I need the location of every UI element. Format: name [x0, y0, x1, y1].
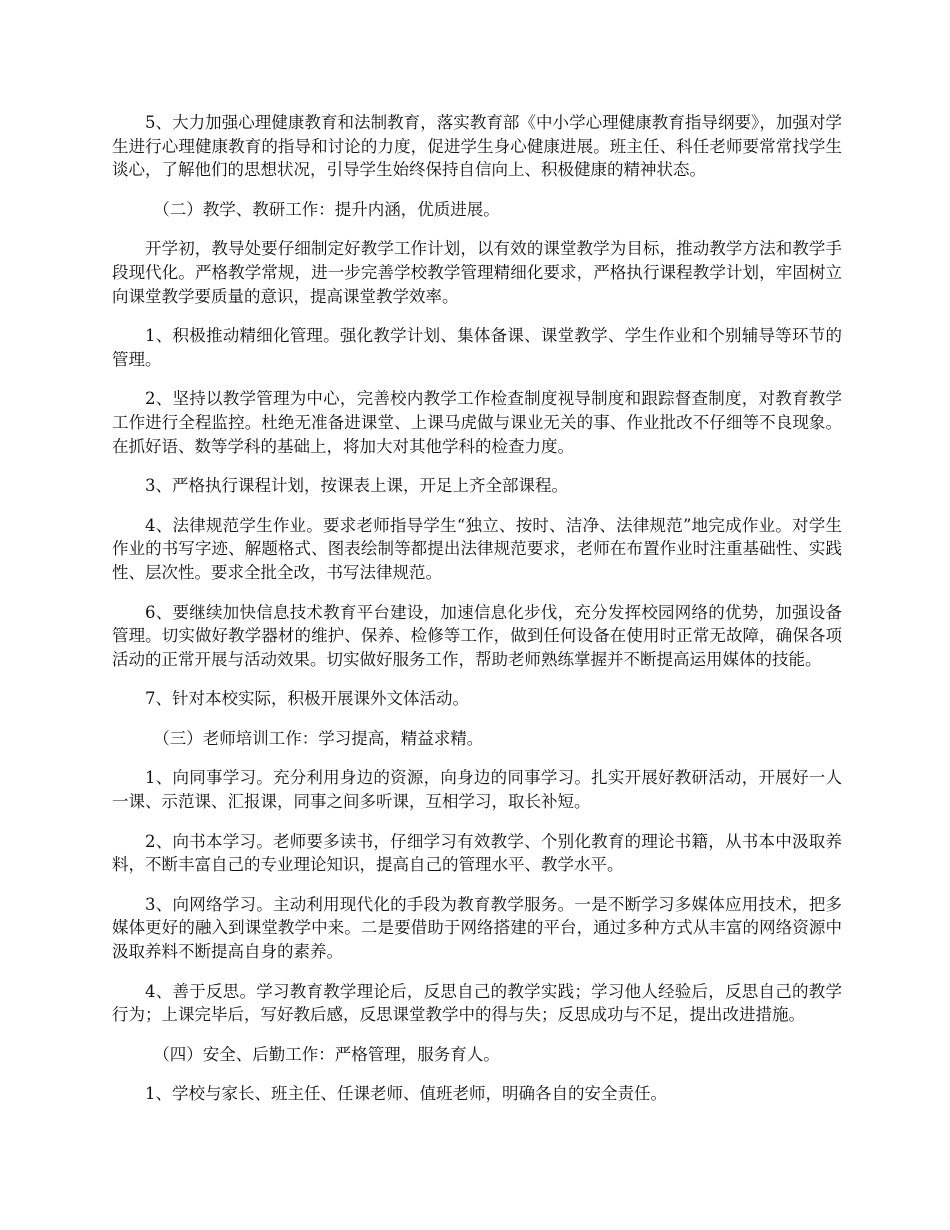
- paragraph-teaching-plan: 开学初，教导处要仔细制定好教学工作计划，以有效的课堂教学为目标，推动教学方法和教学手段现代化。严格教学常规，进一步完善学校教学管理精细化要求，严格执行课程教学计划，牢固树立向课堂教学要质量的意识，提高课堂教学效率。: [112, 239, 842, 306]
- paragraph-reflection: 4、善于反思。学习教育教学理论后，反思自己的教学实践；学习他人经验后，反思自己的教学行为；上课完毕后，写好教后感，反思课堂教学中的得与失；反思成功与不足，提出改进措施。: [112, 981, 842, 1025]
- paragraph-learn-colleagues: 1、向同事学习。充分利用身边的资源，向身边的同事学习。扎实开展好教研活动，开展好一人一课、示范课、汇报课，同事之间多听课，互相学习，取长补短。: [112, 768, 842, 812]
- document-body: [112, 111, 842, 1122]
- paragraph-learn-books: 2、向书本学习。老师要多读书，仔细学习有效教学、个别化教育的理论书籍，从书本中汲取养料，不断丰富自己的专业理论知识，提高自己的管理水平、教学水平。: [112, 831, 842, 875]
- paragraph-safety-duty: 1、学校与家长、班主任、任课老师、值班老师，明确各自的安全责任。: [145, 1084, 667, 1104]
- paragraph-item-5-psychology: 5、大力加强心理健康教育和法制教育，落实教育部《中小学心理健康教育指导纲要》，加强对学生进行心理健康教育的指导和讨论的力度，促进学生身心健康进展。班主任、科任老师要常常找学生谈心，了解他们的思想状况，引导学生始终保持自信向上、积极健康的精神状态。: [112, 113, 842, 180]
- paragraph-item-3-curriculum: 3、严格执行课程计划，按课表上课，开足上齐全部课程。: [145, 476, 568, 496]
- section-heading-teaching: （二）教学、教研工作：提升内涵，优质进展。: [153, 199, 500, 219]
- paragraph-item-4-homework: 4、法律规范学生作业。要求老师指导学生“独立、按时、洁净、法律规范”地完成作业。对学生作业的书写字迹、解题格式、图表绘制等都提出法律规范要求，老师在布置作业时注重基础性、实践性、层次性。要求全批全改，书写法律规范。: [112, 515, 842, 582]
- paragraph-item-2-inspection: 2、坚持以教学管理为中心，完善校内教学工作检查制度视导制度和跟踪督查制度，对教育教学工作进行全程监控。杜绝无准备进课堂、上课马虎做与课业无关的事、作业批改不仔细等不良现象。在抓好语、数等学科的基础上，将加大对其他学科的检查力度。: [112, 389, 842, 456]
- section-heading-safety: （四）安全、后勤工作：严格管理，服务育人。: [153, 1044, 500, 1064]
- paragraph-item-1-management: 1、积极推动精细化管理。强化教学计划、集体备课、课堂教学、学生作业和个别辅导等环节的管理。: [112, 326, 842, 369]
- section-heading-training: （三）老师培训工作：学习提高，精益求精。: [153, 728, 484, 748]
- paragraph-item-6-it: 6、要继续加快信息技术教育平台建设，加速信息化步伐，充分发挥校园网络的优势，加强设备管理。切实做好教学器材的维护、保养、检修等工作，做到任何设备在使用时正常无故障，确保各项活动的正常开展与活动效果。切实做好服务工作，帮助老师熟练掌握并不断提高运用媒体的技能。: [112, 602, 842, 669]
- paragraph-item-7-activities: 7、针对本校实际，积极开展课外文体活动。: [145, 689, 469, 709]
- paragraph-learn-network: 3、向网络学习。主动利用现代化的手段为教育教学服务。一是不断学习多媒体应用技术，把多媒体更好的融入到课堂教学中来。二是要借助于网络搭建的平台，通过多种方式从丰富的网络资源中汲取养料不断提高自身的素养。: [112, 894, 842, 962]
